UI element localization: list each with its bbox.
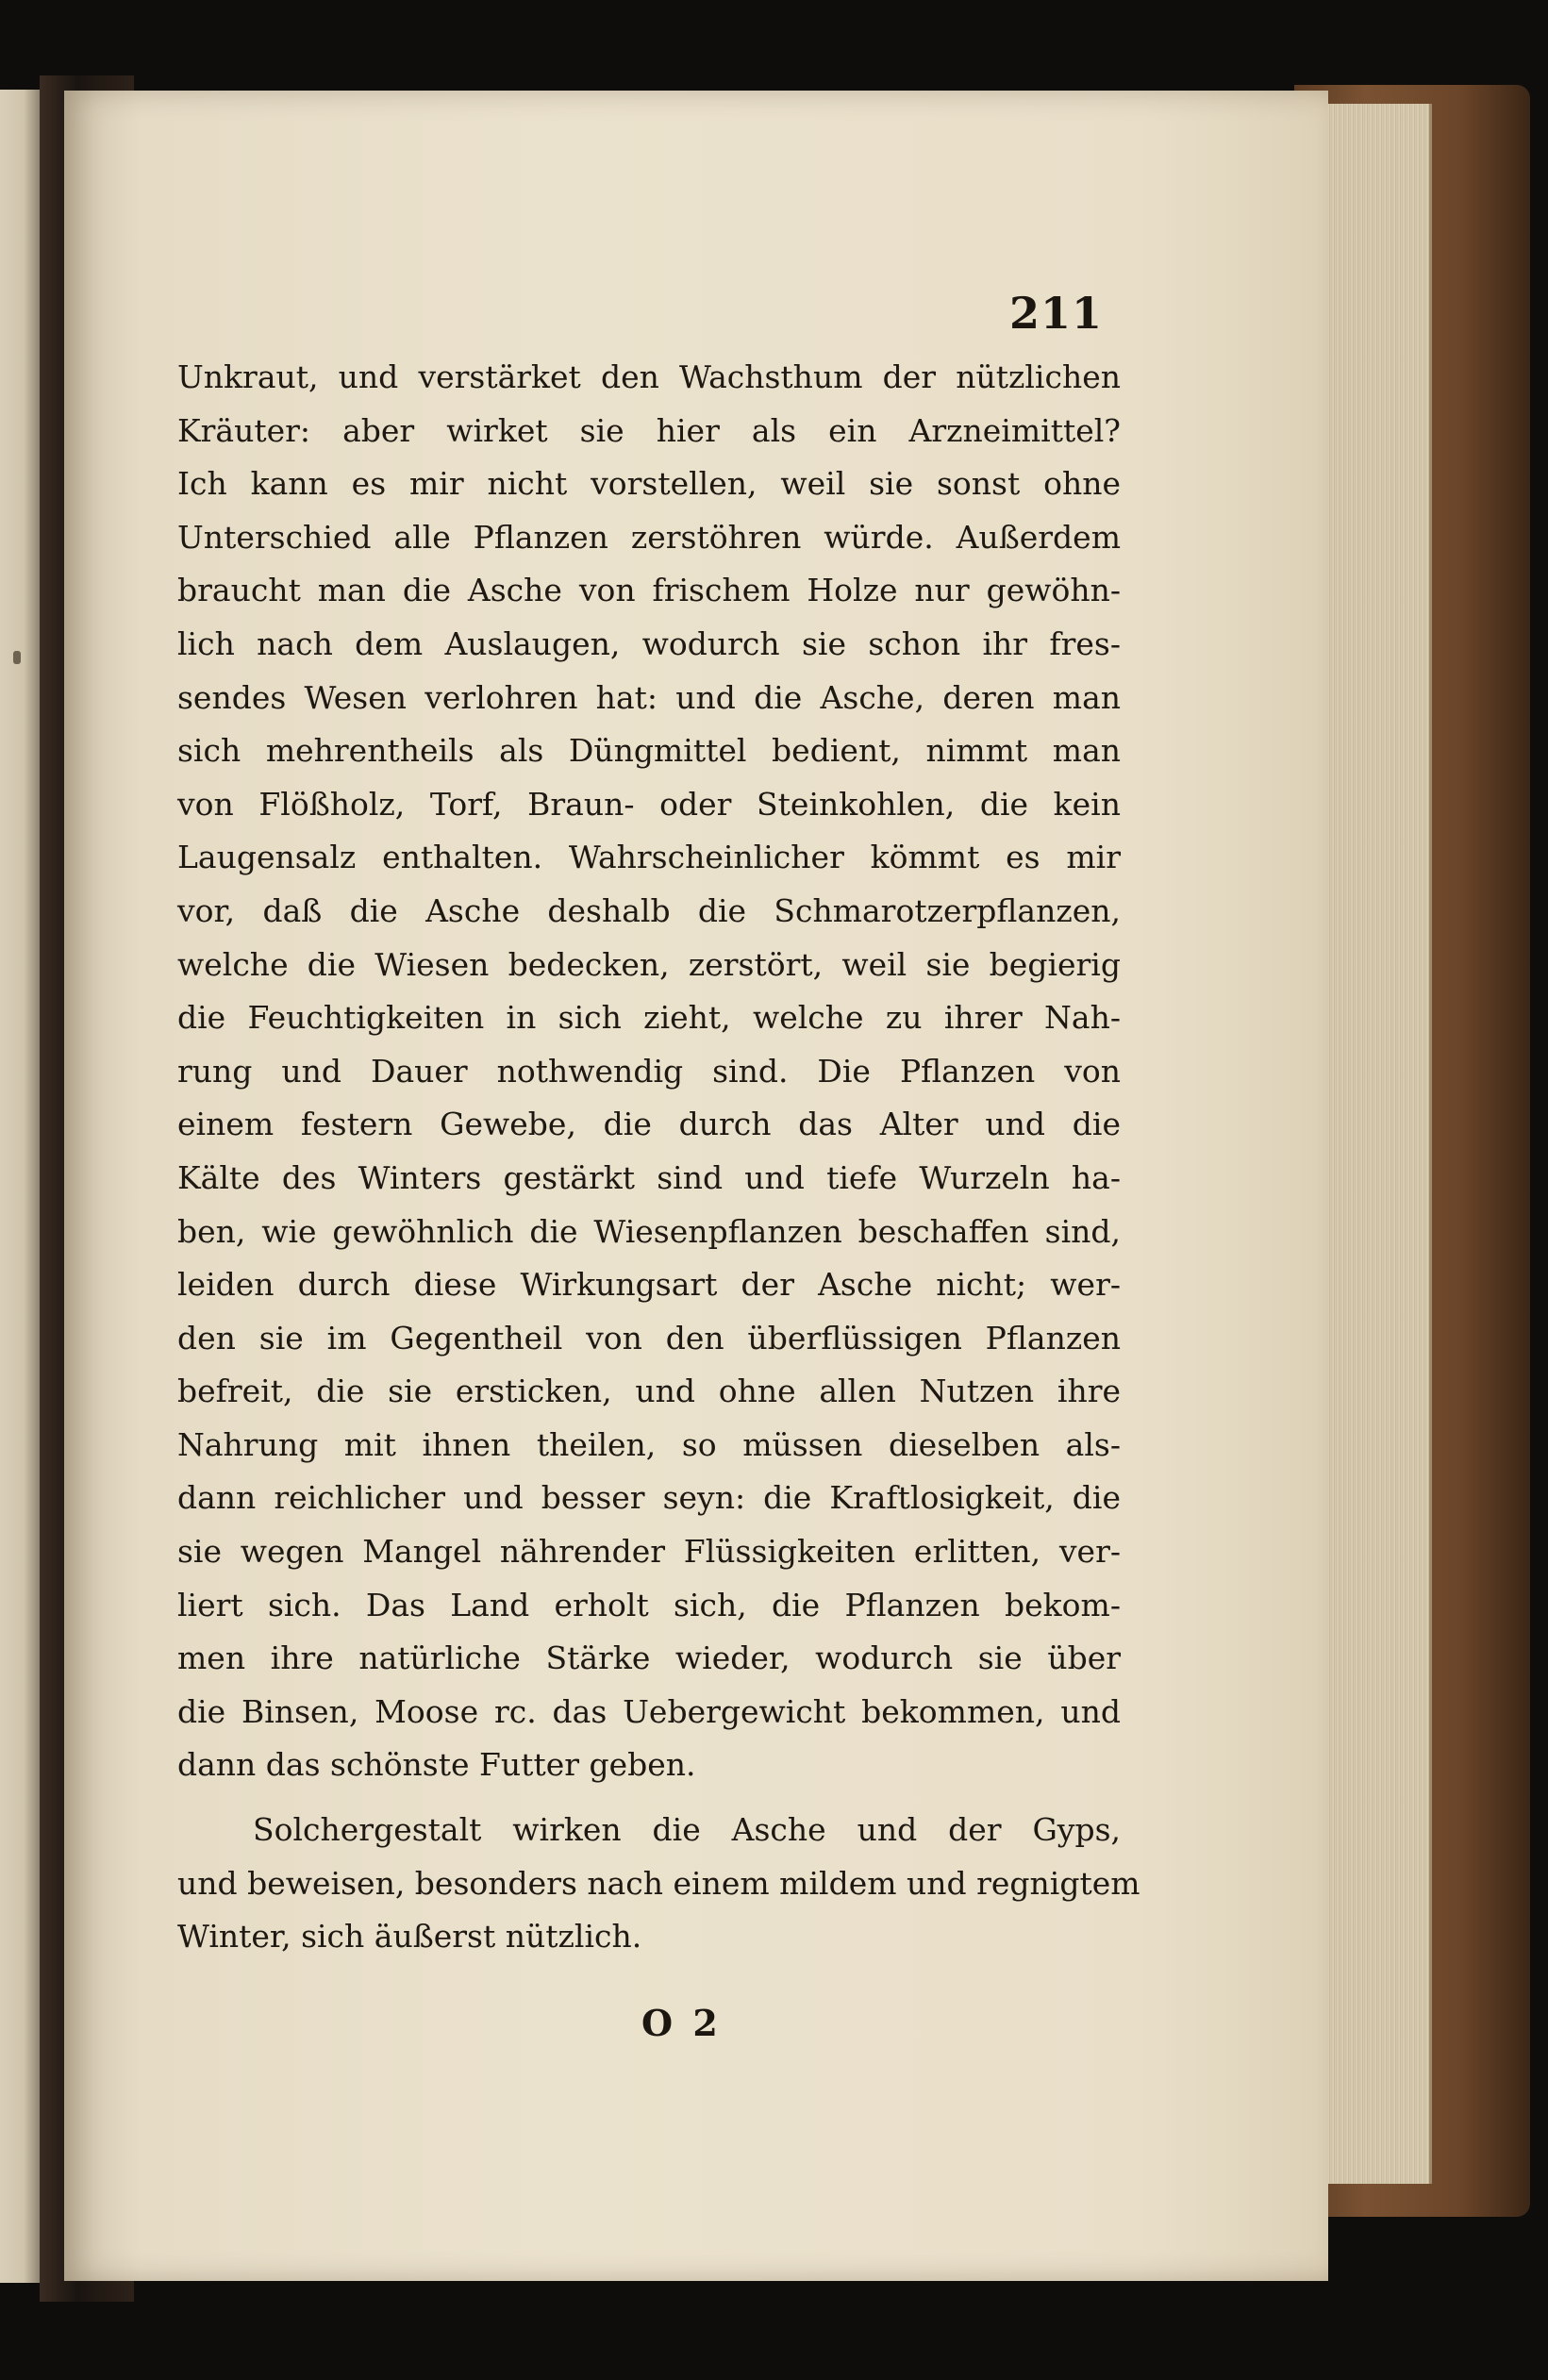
paragraph-2 <box>177 1804 1140 1964</box>
text-line: den sie im Gegentheil von den überflüssigen Pflanzen <box>177 1319 1121 1356</box>
text-line: die Binsen, Moose rc. das Uebergewicht bekommen, und <box>177 1692 1121 1730</box>
page-number: 211 <box>1009 288 1104 339</box>
paragraph-1 <box>177 351 1121 1792</box>
text-line: welche die Wiesen bedecken, zerstört, weil sie begierig <box>177 945 1121 983</box>
text-line: sendes Wesen verlohren hat: und die Asche, deren man <box>177 678 1121 716</box>
text-line: Unterschied alle Pflanzen zerstöhren würde. Außerdem <box>177 518 1121 556</box>
paragraph-gap <box>177 1792 1121 1804</box>
text-line: einem festern Gewebe, die durch das Alter und die <box>177 1106 1121 1143</box>
text-line: liert sich. Das Land erholt sich, die Pflanzen bekom- <box>177 1586 1121 1623</box>
text-line: Kräuter: aber wirket sie hier als ein Arzneimittel? <box>177 411 1121 449</box>
text-line: Laugensalz enthalten. Wahrscheinlicher kömmt es mir <box>177 839 1121 876</box>
text-line: dann reichlicher und besser seyn: die Kraftlosigkeit, die <box>177 1479 1121 1517</box>
text-line: die Feuchtigkeiten in sich zieht, welche zu ihrer Nah- <box>177 999 1121 1037</box>
text-line: lich nach dem Auslaugen, wodurch sie schon ihr fres- <box>177 624 1121 662</box>
body-text <box>177 351 1140 1964</box>
text-line: und beweisen, besonders nach einem mildem und regnigtem <box>177 1864 1140 1902</box>
signature-mark: O 2 <box>641 2002 722 2044</box>
text-line: sie wegen Mangel nährender Flüssigkeiten erlitten, ver- <box>177 1533 1121 1571</box>
text-line: Kälte des Winters gestärkt sind und tiefe Wurzeln ha- <box>177 1158 1121 1196</box>
text-line: sich mehrentheils als Düngmittel bedient, nimmt man <box>177 732 1121 770</box>
text-line: Nahrung mit ihnen theilen, so müssen dieselben als- <box>177 1425 1121 1463</box>
text-line: dann das schönste Futter geben. <box>177 1746 696 1784</box>
text-line: Ich kann es mir nicht vorstellen, weil sie sonst ohne <box>177 465 1121 503</box>
text-line: braucht man die Asche von frischem Holze nur gewöhn- <box>177 572 1121 609</box>
text-line: vor, daß die Asche deshalb die Schmarotzerpflanzen, <box>177 891 1121 929</box>
text-line: men ihre natürliche Stärke wieder, wodurch sie über <box>177 1639 1121 1677</box>
facing-page-edge <box>0 90 40 2283</box>
text-line: leiden durch diese Wirkungsart der Asche nicht; wer- <box>177 1266 1121 1304</box>
text-line: befreit, die sie ersticken, und ohne allen Nutzen ihre <box>177 1373 1121 1410</box>
text-line: Unkraut, und verstärket den Wachsthum der nützlichen <box>177 358 1121 395</box>
text-line: Winter, sich äußerst nützlich. <box>177 1918 642 1956</box>
text-line: von Flößholz, Torf, Braun- oder Steinkohlen, die kein <box>177 785 1121 823</box>
paper-stain <box>13 651 21 664</box>
text-line: rung und Dauer nothwendig sind. Die Pflanzen von <box>177 1052 1121 1090</box>
text-line: Solchergestalt wirken die Asche und der Gyps, <box>253 1811 1121 1849</box>
text-line: ben, wie gewöhnlich die Wiesenpflanzen beschaffen sind, <box>177 1212 1121 1250</box>
